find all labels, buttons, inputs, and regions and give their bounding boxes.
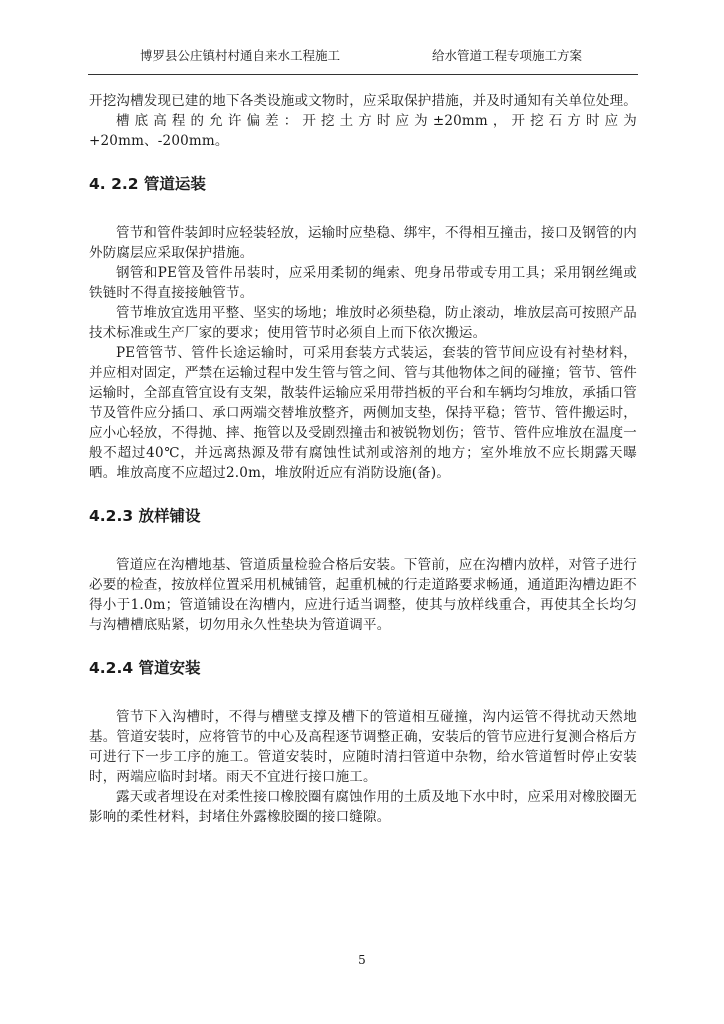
section-heading-layout-laying: 4.2.3 放样铺设	[89, 507, 201, 525]
section-heading-pipe-installation: 4.2.4 管道安装	[89, 659, 201, 677]
header-divider	[88, 74, 638, 75]
paragraph: 管道应在沟槽地基、管道质量检验合格后安装。下管前，应在沟槽内放样，对管子进行必要的检查，按放样位置采用机械铺管，起重机械的行走道路要求畅通，通道距沟槽边距不得小于1.0m；管道铺设在沟槽内，应进行适当调整，使其与放样线重合，再使其全长均匀与沟槽槽底贴紧，切勿用永久性垫块为管道调平。	[89, 557, 637, 633]
paragraph: 露天或者埋设在对柔性接口橡胶圈有腐蚀作用的土质及地下水中时，应采用对橡胶圈无影响的柔性材料，封堵住外露橡胶圈的接口缝隙。	[89, 789, 637, 825]
paragraph: 管节下入沟槽时，不得与槽壁支撑及槽下的管道相互碰撞，沟内运管不得扰动天然地基。管道安装时，应将管节的中心及高程逐节调整正确，安装后的管节应进行复测合格后方可进行下一步工序的施工。管道安装时，应随时清扫管道中杂物，给水管道暂时停止安装时，两端应临时封堵。雨天不宜进行接口施工。	[89, 709, 637, 785]
page-body	[89, 91, 637, 827]
paragraph: 钢管和PE管及管件吊装时，应采用柔韧的绳索、兜身吊带或专用工具；采用钢丝绳或铁链时不得直接接触管节。	[89, 265, 637, 301]
paragraph: 管节堆放宜选用平整、坚实的场地；堆放时必须垫稳，防止滚动，堆放层高可按照产品技术标准或生产厂家的要求；使用管节时必须自上而下依次搬运。	[89, 305, 637, 341]
intro-paragraph-1: 开挖沟槽发现已建的地下各类设施或文物时，应采取保护措施，并及时通知有关单位处理。	[89, 93, 637, 109]
intro-paragraph-2: 槽底高程的允许偏差：开挖土方时应为±20mm，开挖石方时应为+20mm、-200mm。	[89, 113, 637, 149]
header-project-title: 博罗县公庄镇村村通自来水工程施工	[140, 48, 341, 63]
paragraph: 管节和管件装卸时应轻装轻放，运输时应垫稳、绑牢，不得相互撞击，接口及钢管的内外防腐层应采取保护措施。	[89, 225, 637, 261]
page-number: 5	[358, 953, 366, 967]
section-heading-pipe-transport: 4. 2.2 管道运装	[89, 175, 206, 193]
header-document-title: 给水管道工程专项施工方案	[432, 48, 583, 63]
paragraph: PE管管节、管件长途运输时，可采用套装方式装运，套装的管节间应设有衬垫材料，并应相对固定，严禁在运输过程中发生管与管之间、管与其他物体之间的碰撞；管节、管件运输时，全部直管宜设有支架，散装件运输应采用带挡板的平台和车辆均匀堆放，承插口管节及管件应分插口、承口两端交替堆放整齐，两侧加支垫，保持平稳；管节、管件搬运时，应小心轻放，不得抛、摔、拖管以及受剧烈撞击和被锐物划伤；管节、管件应堆放在温度一般不超过40℃，并远离热源及带有腐蚀性试剂或溶剂的地方；室外堆放不应长期露天曝晒。堆放高度不应超过2.0m，堆放附近应有消防设施(备)。	[89, 345, 637, 481]
